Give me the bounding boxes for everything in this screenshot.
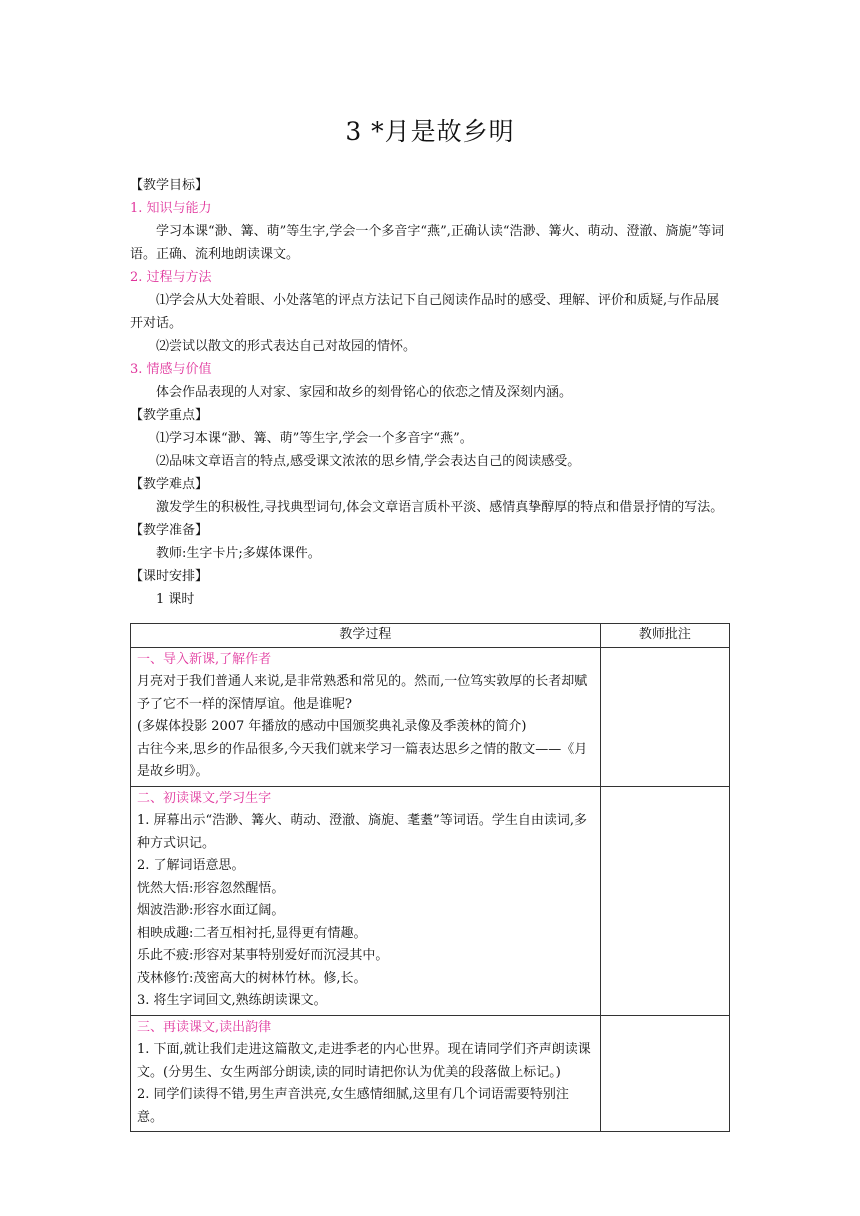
- section-2-cell: [131, 786, 601, 1015]
- objectives-heading: 【教学目标】: [130, 178, 209, 193]
- process-item-2: ⑵尝试以散文的形式表达自己对故园的情怀。: [156, 339, 417, 354]
- section-line: 烟波浩渺:形容水面辽阔。: [137, 903, 285, 918]
- schedule-text: 1 课时: [156, 592, 195, 607]
- section-line: 相映成趣:二者互相衬托,显得更有情趣。: [137, 925, 367, 941]
- section-line: 古往今来,思乡的作品很多,今天我们就来学习一篇表达思乡之情的散文——《月是故乡明》。: [137, 741, 588, 779]
- teacher-note-cell: [600, 786, 729, 1015]
- section-heading: 一、导入新课,了解作者: [137, 651, 272, 667]
- emotion-heading: 3. 情感与价值: [130, 362, 212, 377]
- preparation-heading: 【教学准备】: [130, 523, 209, 538]
- section-heading: 三、再读课文,读出韵律: [137, 1019, 272, 1035]
- section-1-cell: [131, 647, 601, 786]
- knowledge-text: 学习本课“渺、篝、萌”等生字,学会一个多音字“燕”,正确认读“浩渺、篝火、萌动、澄澈、旖旎”等词语。正确、流利地朗读课文。: [130, 224, 725, 262]
- section-line: 1. 屏幕出示“浩渺、篝火、萌动、澄澈、旖旎、耄耋”等词语。学生自由读词,多种方式识记。: [137, 813, 587, 851]
- difficulties-text: 激发学生的积极性,寻找典型词句,体会文章语言质朴平淡、感情真挚醇厚的特点和借景抒情的写法。: [156, 500, 724, 515]
- header-teacher-notes: 教师批注: [600, 624, 729, 648]
- section-heading: 二、初读课文,学习生字: [137, 790, 272, 806]
- difficulties-heading: 【教学难点】: [130, 477, 209, 492]
- teaching-process-table: [130, 623, 730, 1132]
- key-points-heading: 【教学重点】: [130, 408, 209, 423]
- process-item-1: ⑴学会从大处着眼、小处落笔的评点方法记下自己阅读作品时的感受、理解、评价和质疑,与作品展开对话。: [130, 293, 720, 331]
- table-row: [131, 1015, 730, 1132]
- section-line: 月亮对于我们普通人来说,是非常熟悉和常见的。然而,一位笃实敦厚的长者却赋予了它不一样的深情厚谊。他是谁呢?: [137, 674, 588, 712]
- teacher-note-cell: [600, 647, 729, 786]
- preparation-text: 教师:生字卡片;多媒体课件。: [156, 546, 321, 561]
- page-title: 3 *月是故乡明: [345, 117, 515, 146]
- section-line: 3. 将生字词回文,熟练朗读课文。: [137, 993, 327, 1008]
- section-line: 2. 了解词语意思。: [137, 858, 245, 873]
- knowledge-heading: 1. 知识与能力: [130, 201, 212, 216]
- key-point-2: ⑵品味文章语言的特点,感受课文浓浓的思乡情,学会表达自己的阅读感受。: [156, 454, 581, 469]
- emotion-text: 体会作品表现的人对家、家园和故乡的刻骨铭心的依恋之情及深刻内涵。: [156, 385, 573, 400]
- section-line: (多媒体投影 2007 年播放的感动中国颁奖典礼录像及季羡林的简介): [137, 719, 527, 734]
- table-row: [131, 647, 730, 786]
- process-heading: 2. 过程与方法: [130, 270, 212, 285]
- teacher-note-cell: [600, 1015, 729, 1132]
- section-line: 1. 下面,就让我们走进这篇散文,走进季老的内心世界。现在请同学们齐声朗读课文。(分男生、女生两部分朗读,读的同时请把你认为优美的段落做上标记。): [137, 1042, 591, 1080]
- section-line: 恍然大悟:形容忽然醒悟。: [137, 880, 285, 896]
- table-row: [131, 786, 730, 1015]
- lesson-plan-body: [130, 174, 730, 611]
- section-line: 茂林修竹:茂密高大的树林竹林。修,长。: [137, 970, 367, 986]
- header-teaching-process: 教学过程: [131, 624, 601, 648]
- key-point-1: ⑴学习本课“渺、篝、萌”等生字,学会一个多音字“燕”。: [156, 431, 473, 446]
- schedule-heading: 【课时安排】: [130, 569, 209, 584]
- section-line: 乐此不疲:形容对某事特别爱好而沉浸其中。: [137, 948, 389, 963]
- section-line: 2. 同学们读得不错,男生声音洪亮,女生感情细腻,这里有几个词语需要特别注意。: [137, 1087, 569, 1125]
- table-header-row: [131, 624, 730, 648]
- section-3-cell: [131, 1015, 601, 1132]
